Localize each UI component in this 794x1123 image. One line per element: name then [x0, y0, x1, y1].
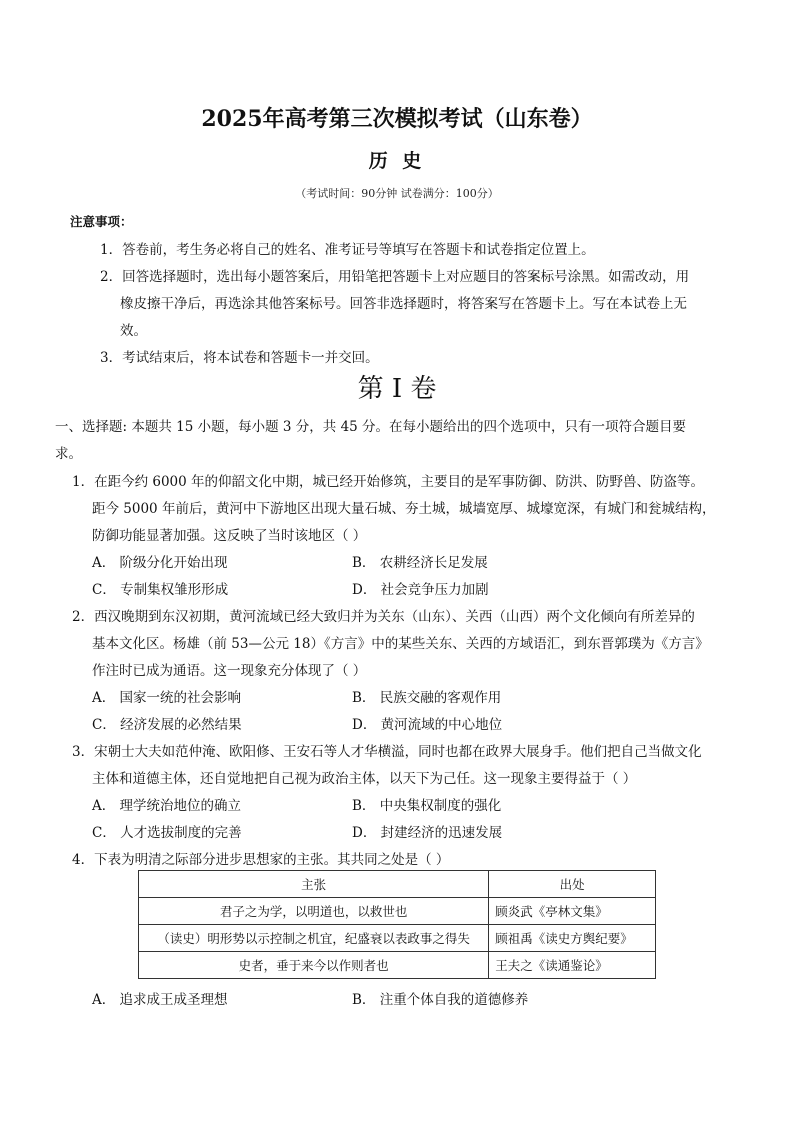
question-2-option-b[interactable]: B． 民族交融的客观作用 — [352, 690, 502, 706]
table-cell: 君子之为学，以明道也，以救世也 — [139, 898, 489, 925]
notice-heading: 注意事项： — [70, 214, 133, 229]
part-title: 第 I 卷 — [357, 374, 437, 404]
question-2-option-a[interactable]: A． 国家一统的社会影响 — [92, 690, 242, 706]
question-2-option-d[interactable]: D． 黄河流域的中心地位 — [352, 717, 503, 733]
question-3-option-a[interactable]: A． 理学统治地位的确立 — [92, 798, 242, 814]
table-row — [139, 952, 656, 979]
notice-item-2-cont: 橡皮擦干净后，再选涂其他答案标号。回答非选择题时，将答案写在答题卡上。写在本试卷上无 — [120, 296, 687, 312]
exam-info: （考试时间：90分钟 试卷满分：100分） — [295, 187, 499, 200]
notice-item-3: 3．考试结束后，将本试卷和答题卡一并交回。 — [100, 350, 379, 366]
table-header-cell: 主张 — [139, 871, 489, 898]
question-1-option-c[interactable]: C． 专制集权雏形形成 — [92, 582, 229, 598]
section-instructions: 一、选择题: 本题共 15 小题，每小题 3 分，共 45 分。在每小题给出的四个选项中，只有一项符合题目要 — [55, 419, 687, 435]
question-3-option-d[interactable]: D． 封建经济的迅速发展 — [352, 825, 503, 841]
table-header-row — [139, 871, 656, 898]
question-3-stem: 主体和道德主体，还自觉地把自己视为政治主体，以天下为己任。这一现象主要得益于（ ） — [92, 771, 637, 787]
question-3-stem: 3．宋朝士大夫如范仲淹、欧阳修、王安石等人才华横溢，同时也都在政界大展身手。他们把自己当做文化 — [72, 744, 702, 760]
question-1-stem: 防御功能显著加强。这反映了当时该地区（ ） — [92, 528, 367, 544]
notice-item-2: 2．回答选择题时，选出每小题答案后，用铅笔把答题卡上对应题目的答案标号涂黑。如需改动，用 — [100, 269, 690, 285]
question-1-stem: 1．在距今约 6000 年的仰韶文化中期，城已经开始修筑，主要目的是军事防御、防洪、防野兽、防盗等。 — [72, 474, 705, 490]
table-cell: （读史）明形势以示控制之机宜，纪盛衰以表政事之得失 — [139, 925, 489, 952]
question-1-option-a[interactable]: A． 阶级分化开始出现 — [92, 555, 228, 571]
question-2-stem: 基本文化区。杨雄（前 53—公元 18）《方言》中的某些关东、关西的方域语汇，到东晋郭璞为《方言》 — [92, 636, 709, 652]
question-2-stem: 2．西汉晚期到东汉初期，黄河流域已经大致归并为关东（山东）、关西（山西）两个文化倾向有所差异的 — [72, 609, 695, 625]
table-row — [139, 898, 656, 925]
section-instructions-cont: 求。 — [55, 446, 82, 462]
notice-item-1: 1．答卷前，考生务必将自己的姓名、准考证号等填写在答题卡和试卷指定位置上。 — [100, 242, 595, 258]
table-cell: 王夫之《读通鉴论》 — [489, 952, 656, 979]
notice-item-2-cont: 效。 — [120, 323, 147, 339]
question-3-option-c[interactable]: C． 人才选拔制度的完善 — [92, 825, 242, 841]
question-1-option-d[interactable]: D． 社会竞争压力加剧 — [352, 582, 489, 598]
subject-title: 历 史 — [368, 150, 426, 172]
question-4-option-b[interactable]: B． 注重个体自我的道德修养 — [352, 992, 529, 1008]
question-2-stem: 作注时已成为通语。这一现象充分体现了（ ） — [92, 663, 367, 679]
table-cell: 顾祖禹《读史方舆纪要》 — [489, 925, 656, 952]
question-4-stem: 4．下表为明清之际部分进步思想家的主张。其共同之处是（ ） — [72, 852, 450, 868]
question-4-option-a[interactable]: A． 追求成王成圣理想 — [92, 992, 228, 1008]
table-header-cell: 出处 — [489, 871, 656, 898]
question-1-option-b[interactable]: B． 农耕经济长足发展 — [352, 555, 488, 571]
thinkers-table — [138, 870, 656, 979]
exam-title: 2025年高考第三次模拟考试（山东卷） — [201, 106, 593, 132]
table-cell: 顾炎武《亭林文集》 — [489, 898, 656, 925]
question-2-option-c[interactable]: C． 经济发展的必然结果 — [92, 717, 242, 733]
table-row — [139, 925, 656, 952]
table-cell: 史者，垂于来今以作则者也 — [139, 952, 489, 979]
question-1-stem: 距今 5000 年前后，黄河中下游地区出现大量石城、夯土城，城墙宽厚、城壕宽深，有城门和瓮城结构， — [92, 501, 716, 517]
question-3-option-b[interactable]: B． 中央集权制度的强化 — [352, 798, 502, 814]
